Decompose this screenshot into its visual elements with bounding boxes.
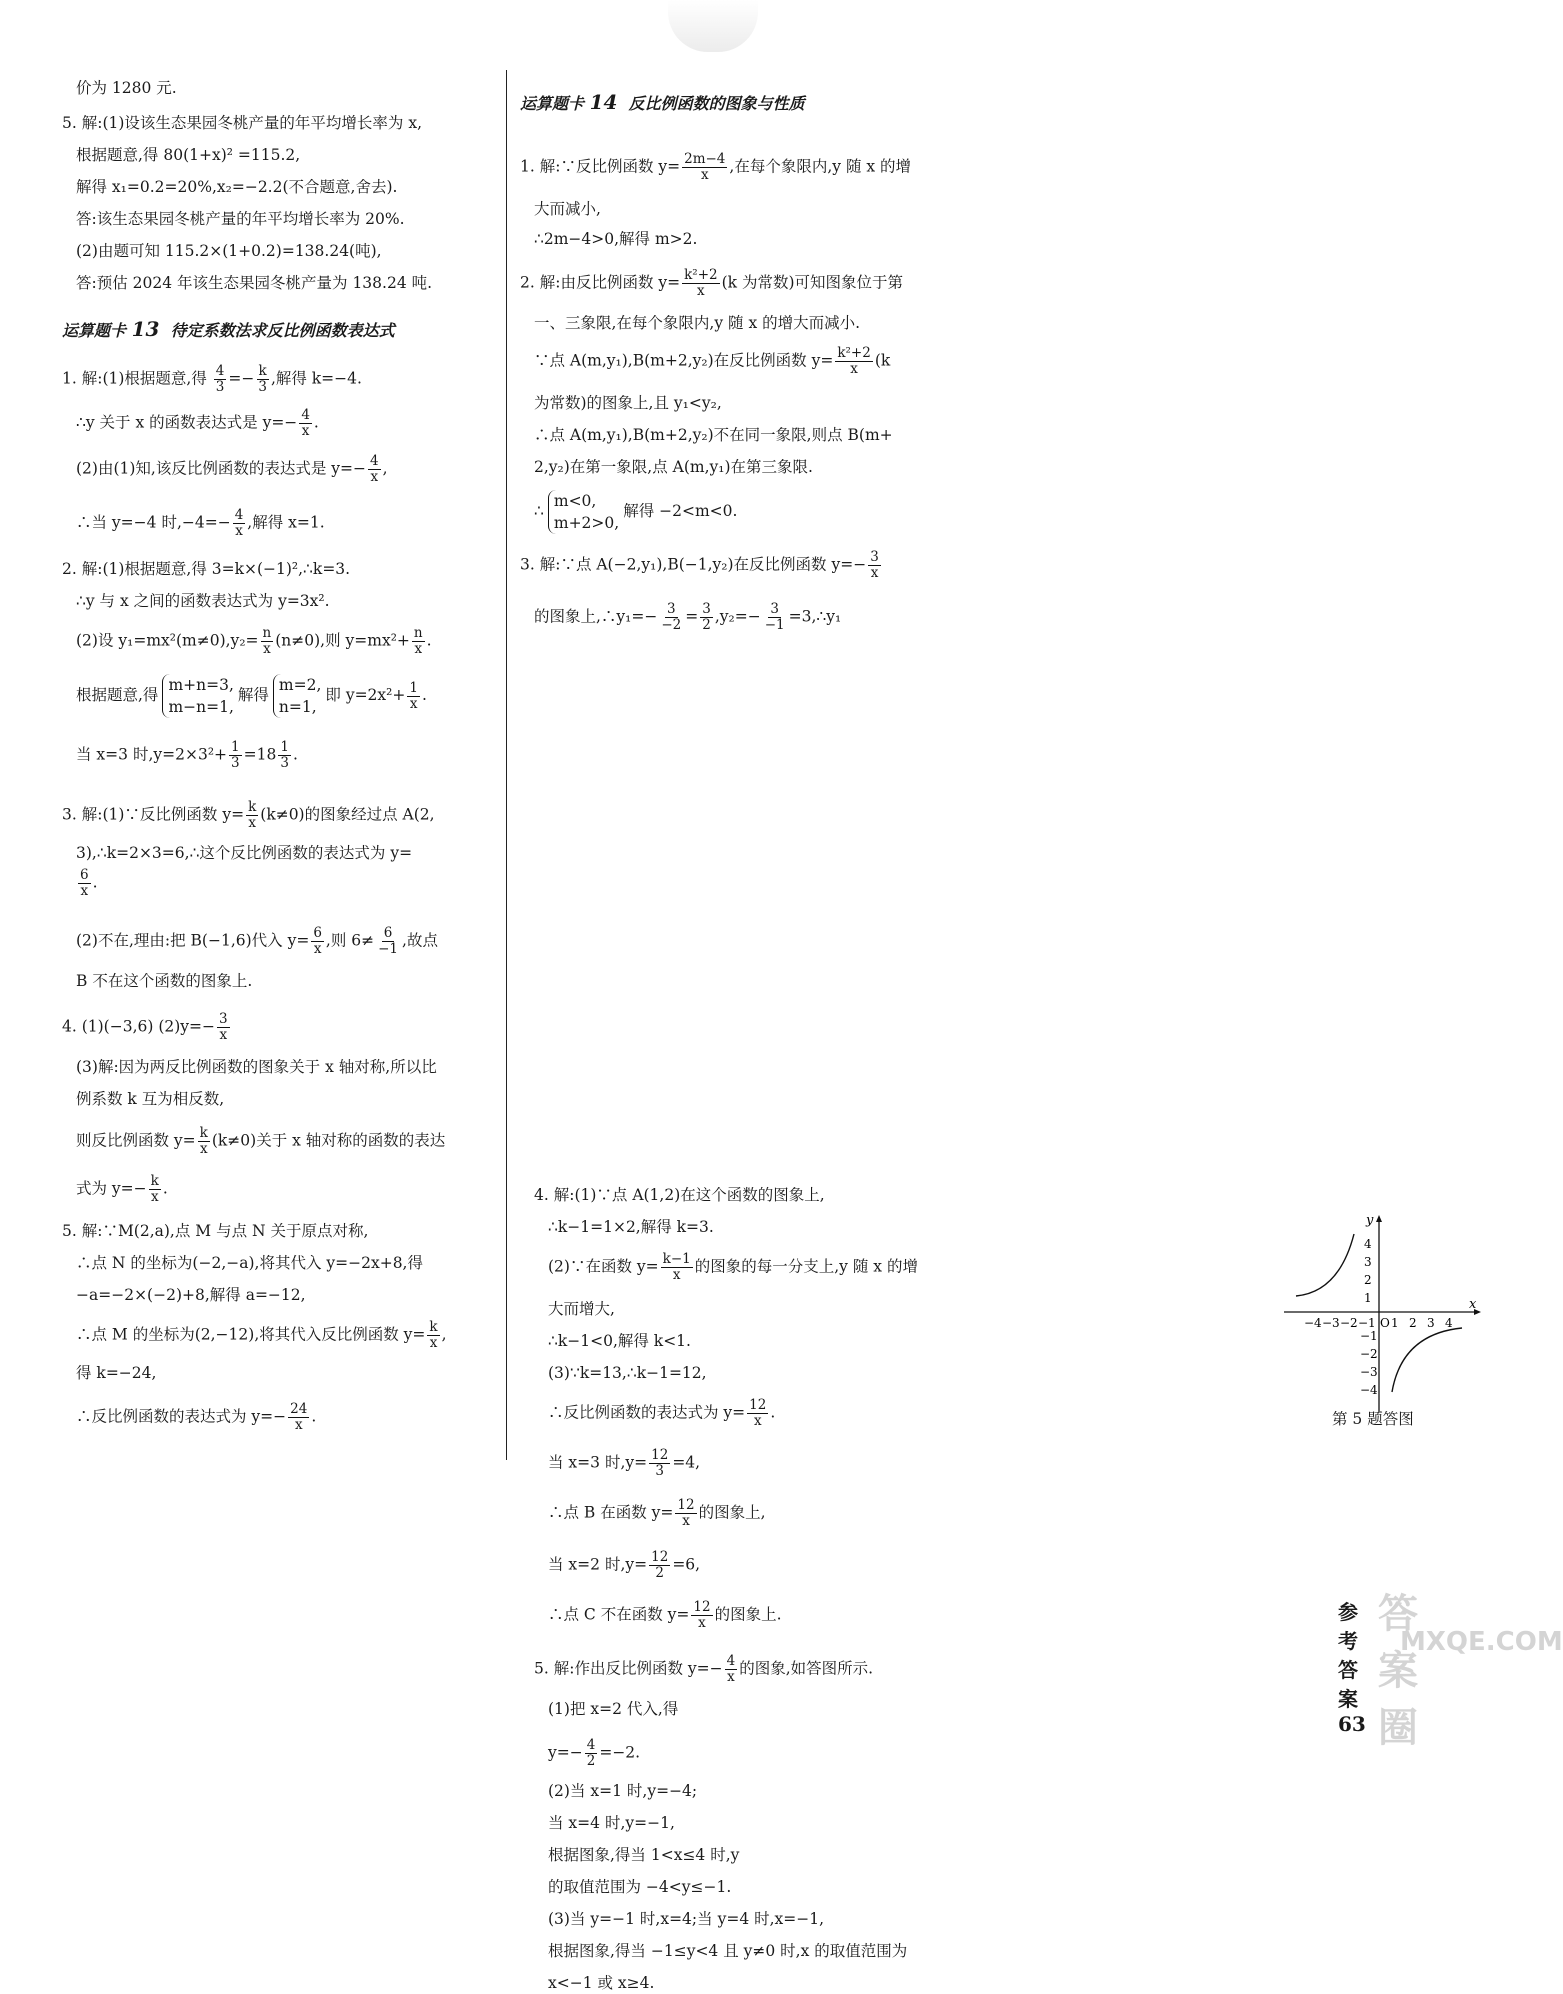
text-span: 2. 解:由反比例函数 y=: [520, 273, 681, 292]
text-line: 2,y₂)在第一象限,点 A(m,y₁)在第三象限.: [534, 458, 813, 476]
fraction: $\frac{k}{x}$: [248, 799, 257, 831]
fraction: $\frac{12}{x}$: [693, 1599, 711, 1631]
fraction: $\frac{k}{x}$: [150, 1173, 159, 1205]
heading-title: 反比例函数的图象与性质: [628, 94, 805, 113]
text-line: 为常数)的图象上,且 y₁<y₂,: [534, 394, 722, 412]
text-span: 解得 −2<m<0.: [623, 502, 738, 520]
text-line: 答:该生态果园冬桃产量的年平均增长率为 20%.: [76, 210, 405, 228]
fraction: $\frac{3}{x}$: [870, 549, 879, 581]
text-line: ∴当 y=−4 时,−4=− $\frac{4}{x}$ ,解得 x=1.: [76, 507, 325, 539]
text-line: (2)由题可知 115.2×(1+0.2)=138.24(吨),: [76, 242, 382, 260]
text-span: 1. 解:(1)根据题意,得: [62, 369, 207, 388]
text-line: (2)不在,理由:把 B(−1,6)代入 y= $\frac{6}{x}$ ,则 6≠ $\frac{6}{-1}$ ,故点: [76, 925, 438, 957]
fraction: $\frac{1}{3}$: [231, 739, 240, 771]
text-line: 当 x=3 时,y= $\frac{12}{3}$ =4,: [548, 1447, 701, 1479]
fraction: $\frac{12}{x}$: [749, 1397, 767, 1429]
text-line: 根据题意,得m+n=3, m−n=1,解得m=2, n=1,即 y=2x²+ $\frac{1}{x}$ .: [76, 676, 427, 716]
x-tick-label: 3: [1427, 1316, 1435, 1330]
y-tick-label: −2: [1360, 1347, 1378, 1361]
text-span: 的图象,如答图所示.: [739, 1659, 874, 1678]
text-span: 3. 解:∵点 A(−2,y₁),B(−1,y₂)在反比例函数 y=−: [520, 555, 867, 574]
text-line: −a=−2×(−2)+8,解得 a=−12,: [76, 1286, 306, 1304]
equation-system: m+n=3, m−n=1,: [162, 674, 233, 718]
text-line: 3),∴k=2×3=6,∴这个反比例函数的表达式为 y=: [76, 844, 413, 862]
fraction: $\frac{3}{2}$: [702, 601, 711, 633]
text-span: y=−: [548, 1743, 583, 1762]
text-span: ∴点 B 在函数 y=: [548, 1503, 674, 1522]
text-line: ∴点 A(m,y₁),B(m+2,y₂)不在同一象限,则点 B(m+: [534, 426, 893, 444]
text-line: 得 k=−24,: [76, 1364, 157, 1382]
text-span: ∴点 M 的坐标为(2,−12),将其代入反比例函数 y=: [76, 1325, 426, 1344]
heading-title: 待定系数法求反比例函数表达式: [170, 321, 395, 340]
fraction: $\frac{4}{2}$: [586, 1737, 596, 1769]
figure-caption: 第 5 题答图: [1332, 1410, 1414, 1428]
watermark-logo: 答案圈: [1378, 1591, 1416, 1751]
text-line: ∴y 关于 x 的函数表达式是 y=− $\frac{4}{x}$ .: [76, 407, 319, 439]
text-line: (3)当 y=−1 时,x=4;当 y=4 时,x=−1,: [548, 1910, 825, 1928]
fraction: $\frac{6}{x}$: [80, 867, 89, 899]
text-line: x<−1 或 x≥4.: [548, 1974, 655, 1992]
text-span: 4. (1)(−3,6) (2)y=−: [62, 1017, 216, 1036]
text-span: 式为 y=−: [76, 1179, 147, 1198]
fraction: $\frac{k}{x}$: [429, 1319, 438, 1351]
text-line: 大而减小,: [534, 200, 601, 218]
text-line: 的取值范围为 −4<y≤−1.: [548, 1878, 732, 1896]
text-span: 1. 解:∵反比例函数 y=: [520, 157, 681, 176]
text-span: (k 为常数)可知图象位于第: [721, 273, 904, 292]
text-line: 根据图象,得当 1<x≤4 时,y: [548, 1846, 740, 1864]
fraction: $\frac{\text{k²+2}}{x}$: [684, 267, 718, 299]
fraction: $\frac{4}{3}$: [215, 363, 225, 395]
text-line: 式为 y=− $\frac{k}{x}$ .: [76, 1173, 168, 1205]
text-line: [520, 152, 911, 183]
text-span: (2)设 y₁=mx²(m≠0),y₂=: [76, 631, 259, 650]
y-axis-label: y: [1366, 1213, 1374, 1228]
text-line: ∴k−1<0,解得 k<1.: [548, 1332, 691, 1350]
fraction: $\frac{24}{x}$: [290, 1401, 308, 1433]
text-line: B 不在这个函数的图象上.: [76, 972, 253, 990]
text-span: 5. 解:作出反比例函数 y=−: [534, 1659, 723, 1678]
fraction: $\frac{k-1}{x}$: [662, 1251, 691, 1283]
text-line: (2)当 x=1 时,y=−4;: [548, 1782, 698, 1800]
text-span: 的图象的每一分支上,y 随 x 的增: [694, 1257, 918, 1276]
text-span: ∴当 y=−4 时,−4=−: [76, 513, 231, 532]
text-span: (2)由(1)知,该反比例函数的表达式是 y=−: [76, 459, 366, 478]
fraction: $\frac{3}{-1}$: [764, 601, 785, 633]
page-footer: [1338, 1596, 1366, 1736]
text-line: ∴点 M 的坐标为(2,−12),将其代入反比例函数 y= $\frac{k}{x}$ ,: [76, 1319, 447, 1351]
text-span: 的图象上.: [714, 1605, 782, 1624]
section-heading-14: [520, 90, 805, 114]
fraction: $\frac{2m-4}{x}$: [684, 151, 726, 183]
fraction: $\frac{6}{x}$: [313, 925, 322, 957]
text-line: ∴反比例函数的表达式为 y= $\frac{12}{x}$ .: [548, 1397, 776, 1429]
text-line: 例系数 k 互为相反数,: [76, 1090, 225, 1108]
text-line: [548, 1252, 918, 1283]
text-line: 答:预估 2024 年该生态果园冬桃产量为 138.24 吨.: [76, 274, 433, 292]
x-tick-label: −1: [1358, 1316, 1376, 1330]
text-span: 根据题意,得: [76, 686, 159, 704]
fraction: $\frac{4}{x}$: [301, 407, 310, 439]
inverse-function-graph: [1284, 1212, 1484, 1417]
heading-number: 14: [589, 90, 618, 114]
text-line: 则反比例函数 y= $\frac{k}{x}$ (k≠0)关于 x 轴对称的函数的表达: [76, 1125, 446, 1157]
fraction: $\frac{3}{x}$: [219, 1011, 228, 1043]
text-span: (2)∵在函数 y=: [548, 1257, 659, 1276]
fraction: $\frac{4}{x}$: [370, 453, 379, 485]
text-span: ∴点 C 不在函数 y=: [548, 1605, 690, 1624]
text-line: 2. 解:(1)根据题意,得 3=k×(−1)²,∴k=3.: [62, 560, 351, 578]
text-line: (1)把 x=2 代入,得: [548, 1700, 679, 1718]
text-span: 当 x=3 时,y=: [548, 1453, 648, 1472]
y-tick-label: 1: [1364, 1291, 1372, 1305]
text-line: ∴点 N 的坐标为(−2,−a),将其代入 y=−2x+8,得: [76, 1254, 423, 1272]
text-line: 1. 解:(1)根据题意,得 $\frac{4}{3}$ =− $\frac{k}{3}$ ,解得 k=−4.: [62, 363, 362, 395]
text-span: (2)不在,理由:把 B(−1,6)代入 y=: [76, 931, 310, 950]
text-span: 3. 解:(1)∵反比例函数 y=: [62, 805, 245, 824]
text-line: (2)设 y₁=mx²(m≠0),y₂= $\frac{n}{x}$ (n≠0),则 y=mx²+ $\frac{n}{x}$ .: [76, 625, 432, 657]
x-tick-label: 2: [1409, 1316, 1417, 1330]
text-span: ,在每个象限内,y 随 x 的增: [729, 157, 912, 176]
x-tick-label: −4: [1304, 1316, 1322, 1330]
text-span: ∴反比例函数的表达式为 y=: [548, 1403, 746, 1422]
text-line: 根据题意,得 80(1+x)² =115.2,: [76, 146, 301, 164]
y-tick-label: 2: [1364, 1273, 1372, 1287]
y-tick-label: 4: [1364, 1237, 1372, 1251]
column-divider: [506, 70, 507, 1460]
text-span: 则反比例函数 y=: [76, 1131, 196, 1150]
section-heading-13: [62, 317, 395, 341]
text-line: 5. 解:∵M(2,a),点 M 与点 N 关于原点对称,: [62, 1222, 369, 1240]
y-axis-arrow: [1376, 1215, 1382, 1222]
text-line: ∴k−1=1×2,解得 k=3.: [548, 1218, 714, 1236]
curve-branch-4: [1392, 1328, 1462, 1392]
x-axis-label: x: [1469, 1297, 1477, 1312]
fraction: $\frac{12}{3}$: [651, 1447, 669, 1479]
text-span: 的图象上,: [698, 1503, 766, 1522]
fraction: $\frac{3}{-2}$: [661, 601, 682, 633]
text-line: 3. 解:(1)∵反比例函数 y= $\frac{k}{x}$ (k≠0)的图象经过点 A(2,: [62, 799, 435, 831]
curve-branch-2: [1296, 1234, 1354, 1296]
text-line: [62, 1012, 232, 1043]
x-tick-label: −3: [1322, 1316, 1340, 1330]
fraction: $\frac{\text{k²+2}}{x}$: [837, 345, 871, 377]
text-line: [520, 268, 903, 299]
text-line: (2)由(1)知,该反比例函数的表达式是 y=− $\frac{4}{x}$ ,: [76, 453, 388, 485]
x-tick-label: 4: [1445, 1316, 1453, 1330]
text-line: 价为 1280 元.: [76, 79, 177, 97]
text-line: [548, 1600, 782, 1631]
equation-system: m<0, m+2>0,: [548, 490, 619, 534]
fraction: $\frac{12}{2}$: [651, 1549, 669, 1581]
heading-prefix: 运算题卡: [62, 321, 127, 340]
fraction: $\frac{4}{x}$: [234, 507, 244, 539]
fraction: $\frac{12}{x}$: [677, 1497, 695, 1529]
text-line: 4. 解:(1)∵点 A(1,2)在这个函数的图象上,: [534, 1186, 825, 1204]
text-line: 5. 解:(1)设该生态果园冬桃产量的年平均增长率为 x,: [62, 114, 422, 132]
y-tick-label: −3: [1360, 1365, 1378, 1379]
text-span: 的图象上,∴y₁=−: [534, 607, 658, 626]
text-line: ∵点 A(m,y₁),B(m+2,y₂)在反比例函数 y= $\frac{\text{k²+2}}{x}$ (k: [534, 345, 891, 377]
fraction: $\frac{k}{3}$: [258, 363, 267, 395]
fraction: $\frac{4}{x}$: [726, 1653, 736, 1685]
fraction: $\frac{1}{3}$: [280, 739, 289, 771]
heading-prefix: 运算题卡: [520, 94, 585, 113]
text-line: [548, 1498, 766, 1529]
heading-number: 13: [131, 317, 160, 341]
fraction: $\frac{n}{x}$: [262, 625, 272, 657]
text-line: ∴y 与 x 之间的函数表达式为 y=3x².: [76, 592, 330, 610]
text-line: ∴反比例函数的表达式为 y=− $\frac{24}{x}$ .: [76, 1401, 317, 1433]
text-line: 当 x=4 时,y=−1,: [548, 1814, 675, 1832]
text-line: 根据图象,得当 −1≤y<4 且 y≠0 时,x 的取值范围为: [548, 1942, 908, 1960]
text-span: ∵点 A(m,y₁),B(m+2,y₂)在反比例函数 y=: [534, 351, 834, 370]
text-line: 的图象上,∴y₁=− $\frac{3}{-2}$ = $\frac{3}{2}$ ,y₂=− $\frac{3}{-1}$ =3,∴y₁ 4. 解:(1)∵点 A(1,2)在这个函数的图象上, ∴k−1=1×2,解得 k=3. (2)∵在函数 y= $\frac{k-1}{x}$ 的图象的每一分支上,y 随 x 的增 大而增大, ∴k−1<0,解得 k<1. (3)∵k=13,∴k−1=12, ∴反比例函数的表达式为 y= $\frac{12}{x}$ . 当 x=3 时,y= $\frac{12}{3}$ =4, ∴点 B 在函数 y= $\frac{12}{x}$ 的图象上, 当 x=2 时,y= $\frac{12}{2}$ =6, ∴点 C 不在函数 y= $\frac{12}{x}$ 的图象上. 5. 解:作出反比例函数 y=− $\frac{4}{x}$ 的图象,如答图所示. (1)把 x=2 代入,得 y=− $\frac{4}{2}$ =−2. (2)当 x=1 时,y=−4; 当 x=4 时,y=−1, 根据图象,得当 1<x≤4 时,y 的取值范围为 −4<y≤−1. (3)当 y=−1 时,x=4;当 y=4 时,x=−1, 根据图象,得当 −1≤y<4 且 y≠0 时,x 的取值范围为 x<−1 或 x≥4.: [534, 601, 918, 1992]
text-line: 当 x=2 时,y= $\frac{12}{2}$ =6,: [548, 1549, 701, 1581]
text-line: 大而增大,: [548, 1300, 615, 1318]
x-tick-label: 1: [1391, 1316, 1399, 1330]
text-line: 当 x=3 时,y=2×3²+ $\frac{1}{3}$ =18 $\frac{1}{3}$ .: [76, 739, 298, 771]
text-line: [534, 1654, 873, 1685]
x-tick-label: −2: [1340, 1316, 1358, 1330]
text-line: [520, 550, 883, 581]
fraction: $\frac{6}{-1}$: [378, 925, 399, 957]
fraction: $\frac{1}{x}$: [409, 679, 418, 712]
equation-system: m=2, n=1,: [273, 674, 321, 718]
text-span: 当 x=2 时,y=: [548, 1555, 648, 1574]
text-span: 当 x=3 时,y=2×3²+: [76, 745, 228, 764]
page-number: 63: [1338, 1712, 1366, 1736]
text-line: 一、三象限,在每个象限内,y 随 x 的增大而减小.: [534, 314, 861, 332]
y-tick-label: −1: [1360, 1329, 1378, 1343]
y-tick-label: 3: [1364, 1255, 1372, 1269]
text-line: ∴2m−4>0,解得 m>2.: [534, 230, 698, 248]
text-span: ∴反比例函数的表达式为 y=−: [76, 1407, 287, 1426]
text-line: $\frac{6}{x}$ .: [80, 867, 98, 899]
fraction: $\frac{k}{x}$: [199, 1125, 208, 1157]
fraction: $\frac{n}{x}$: [413, 625, 423, 657]
text-line: (3)解:因为两反比例函数的图象关于 x 轴对称,所以比: [76, 1058, 437, 1076]
top-decoration: [668, 0, 758, 52]
y-tick-label: −4: [1360, 1383, 1378, 1397]
text-line: ∴m<0, m+2>0,解得 −2<m<0.: [534, 492, 738, 532]
text-span: ∴y 关于 x 的函数表达式是 y=−: [76, 413, 298, 432]
text-line: (3)∵k=13,∴k−1=12,: [548, 1364, 707, 1382]
origin-label: O: [1380, 1316, 1390, 1330]
footer-label: 参考答案: [1338, 1600, 1358, 1711]
text-line: 解得 x₁=0.2=20%,x₂=−2.2(不合题意,舍去).: [76, 178, 398, 196]
text-line: y=− $\frac{4}{2}$ =−2.: [548, 1737, 641, 1769]
watermark-url: MXQE.COM: [1400, 1627, 1563, 1657]
